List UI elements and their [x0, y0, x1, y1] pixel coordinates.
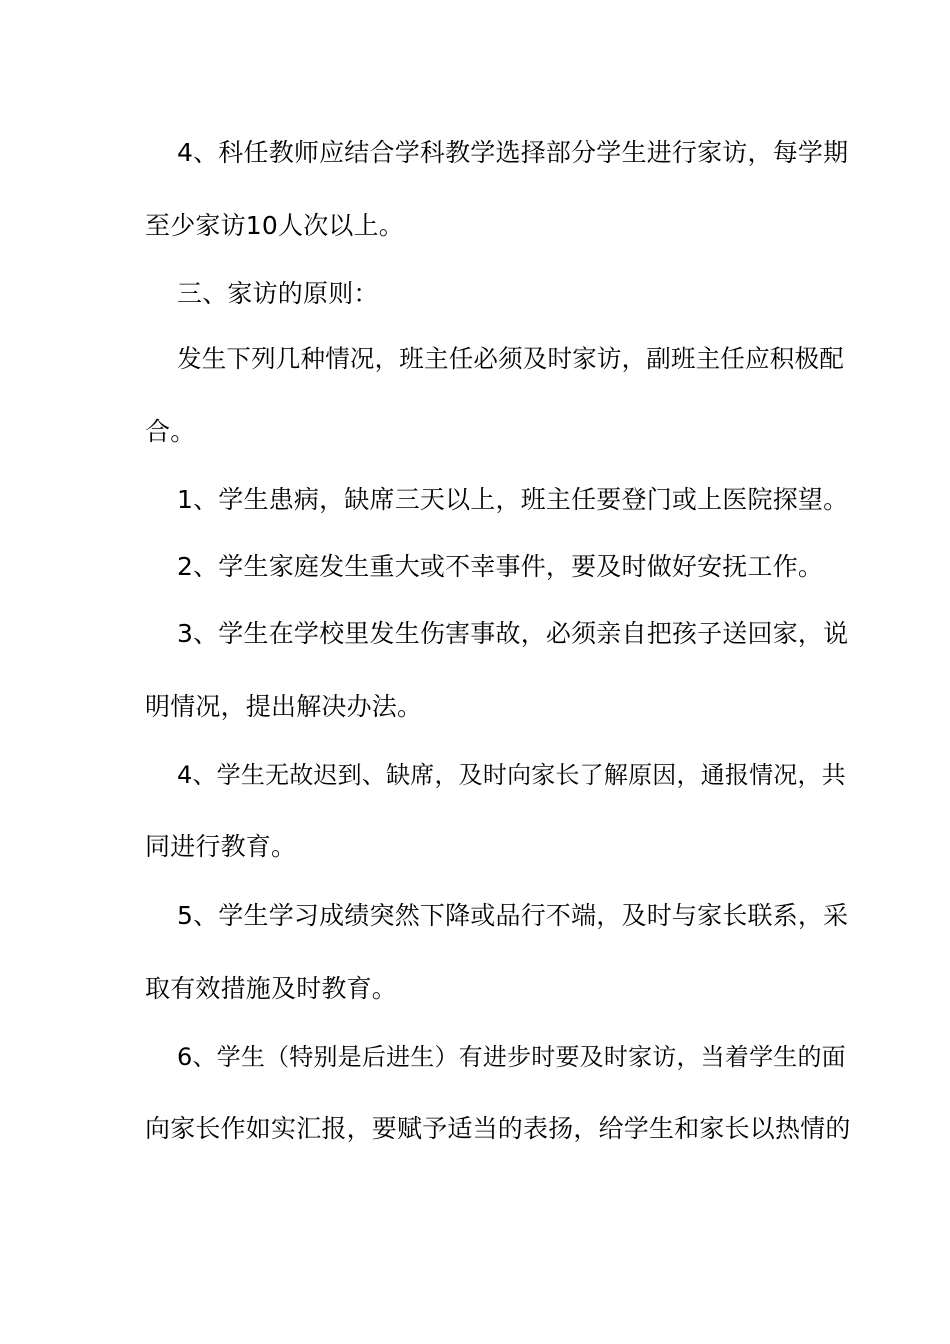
list-item: 3、学生在学校里发生伤害事故，必须亲自把孩子送回家，说: [177, 619, 849, 648]
list-item: 2、学生家庭发生重大或不幸事件，要及时做好安抚工作。: [177, 552, 824, 581]
list-item-continuation: 同进行教育。: [145, 832, 297, 861]
paragraph-line: 4、科任教师应结合学科教学选择部分学生进行家访，每学期: [177, 138, 849, 167]
list-item: 1、学生患病，缺席三天以上，班主任要登门或上医院探望。: [177, 485, 849, 514]
list-item-continuation: 向家长作如实汇报，要赋予适当的表扬，给学生和家长以热情的: [145, 1114, 851, 1143]
list-item: 4、学生无故迟到、缺席，及时向家长了解原因，通报情况，共: [177, 761, 846, 789]
paragraph-line: 合。: [145, 417, 196, 446]
list-item: 5、学生学习成绩突然下降或品行不端，及时与家长联系，采: [177, 901, 849, 930]
list-item-continuation: 明情况，提出解决办法。: [145, 692, 423, 721]
list-item: 6、学生（特别是后进生）有进步时要及时家访，当着学生的面: [177, 1043, 846, 1071]
paragraph-line: 发生下列几种情况，班主任必须及时家访，副班主任应积极配: [177, 344, 844, 373]
section-heading: 三、家访的原则：: [177, 279, 379, 308]
paragraph-line: 至少家访10人次以上。: [145, 211, 405, 240]
list-item-continuation: 取有效措施及时教育。: [145, 974, 398, 1003]
